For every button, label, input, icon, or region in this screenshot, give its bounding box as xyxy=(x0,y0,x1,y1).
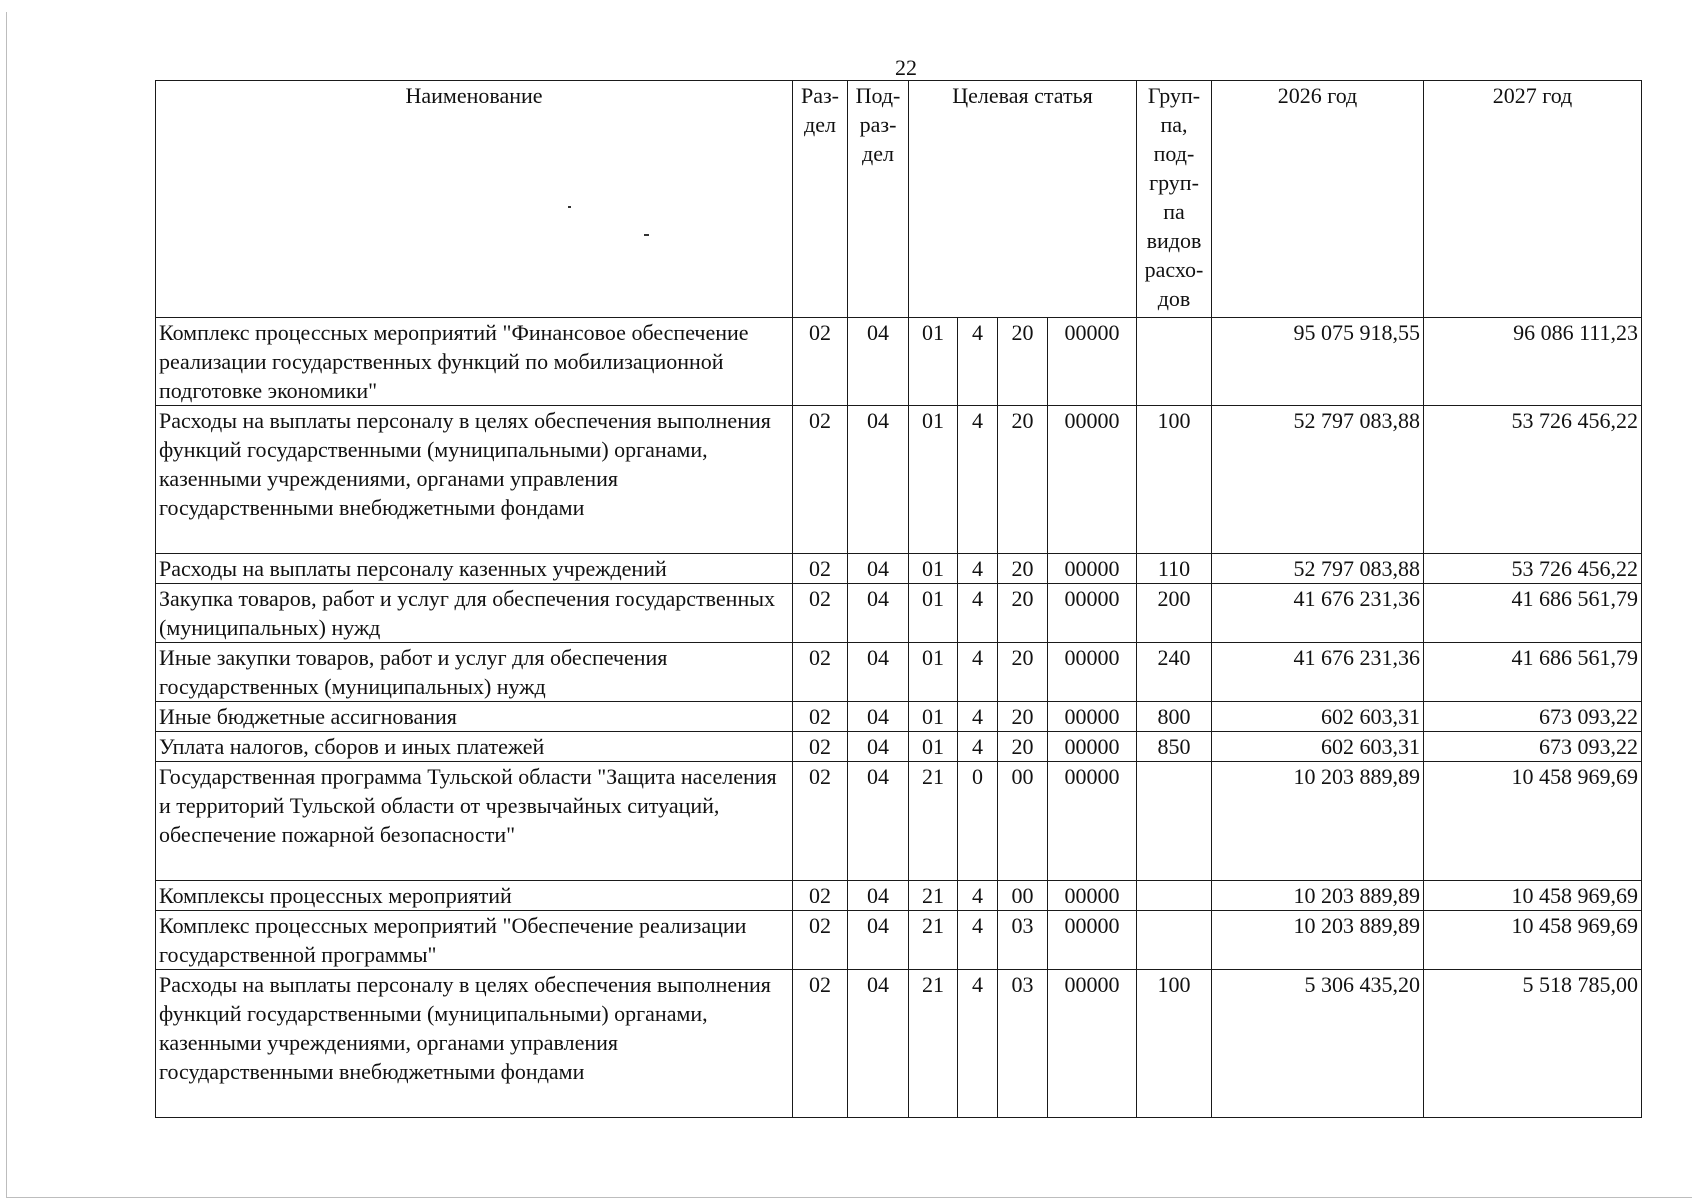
header-year-2026: 2026 год xyxy=(1212,81,1424,318)
row-target-program: 21 xyxy=(909,911,958,970)
row-target-program: 01 xyxy=(909,584,958,643)
table-body xyxy=(156,318,1642,1118)
row-target-program: 21 xyxy=(909,762,958,881)
row-name: Комплекс процессных мероприятий "Обеспечение реализации государственной программы" xyxy=(156,911,793,970)
row-podrazdel: 04 xyxy=(848,970,909,1118)
table-row xyxy=(156,911,1642,970)
row-expense-group: 100 xyxy=(1137,406,1212,554)
row-target-direction: 00000 xyxy=(1048,702,1137,732)
row-amount-2027: 673 093,22 xyxy=(1424,702,1642,732)
table-row xyxy=(156,643,1642,702)
row-target-direction: 00000 xyxy=(1048,318,1137,406)
row-expense-group: 240 xyxy=(1137,643,1212,702)
row-target-direction: 00000 xyxy=(1048,406,1137,554)
row-name: Иные бюджетные ассигнования xyxy=(156,702,793,732)
header-razdel: Раз- дел xyxy=(793,81,848,318)
row-target-direction: 00000 xyxy=(1048,554,1137,584)
row-target-type: 4 xyxy=(958,406,998,554)
row-expense-group xyxy=(1137,762,1212,881)
row-amount-2027: 5 518 785,00 xyxy=(1424,970,1642,1118)
row-podrazdel: 04 xyxy=(848,554,909,584)
page-number: 22 xyxy=(895,55,917,80)
row-target-type: 4 xyxy=(958,970,998,1118)
row-razdel: 02 xyxy=(793,762,848,881)
row-name: Государственная программа Тульской области "Защита населения и территорий Тульской области от чрезвычайных ситуаций, обеспечение пожарной безопасности" xyxy=(156,762,793,881)
row-razdel: 02 xyxy=(793,406,848,554)
row-target-type: 4 xyxy=(958,318,998,406)
row-target-program: 01 xyxy=(909,643,958,702)
header-expense-group: Груп- па, под- груп- па видов расхо- дов xyxy=(1137,81,1212,318)
header-podrazdel: Под- раз- дел xyxy=(848,81,909,318)
table-row xyxy=(156,881,1642,911)
row-target-subprogram: 20 xyxy=(998,406,1048,554)
header-target-article: Целевая статья xyxy=(909,81,1137,318)
row-podrazdel: 04 xyxy=(848,702,909,732)
row-target-subprogram: 20 xyxy=(998,643,1048,702)
row-target-subprogram: 00 xyxy=(998,762,1048,881)
row-target-type: 0 xyxy=(958,762,998,881)
table-row xyxy=(156,762,1642,881)
row-amount-2027: 10 458 969,69 xyxy=(1424,762,1642,881)
row-target-subprogram: 20 xyxy=(998,584,1048,643)
row-expense-group: 100 xyxy=(1137,970,1212,1118)
row-razdel: 02 xyxy=(793,881,848,911)
row-razdel: 02 xyxy=(793,318,848,406)
row-expense-group: 850 xyxy=(1137,732,1212,762)
row-amount-2026: 52 797 083,88 xyxy=(1212,554,1424,584)
row-target-subprogram: 20 xyxy=(998,702,1048,732)
row-target-program: 01 xyxy=(909,318,958,406)
header-year-2027: 2027 год xyxy=(1424,81,1642,318)
row-target-program: 21 xyxy=(909,881,958,911)
row-amount-2026: 5 306 435,20 xyxy=(1212,970,1424,1118)
row-amount-2026: 10 203 889,89 xyxy=(1212,881,1424,911)
row-name: Закупка товаров, работ и услуг для обеспечения государственных (муниципальных) нужд xyxy=(156,584,793,643)
row-target-type: 4 xyxy=(958,732,998,762)
row-target-program: 01 xyxy=(909,732,958,762)
table-row xyxy=(156,584,1642,643)
row-podrazdel: 04 xyxy=(848,406,909,554)
row-amount-2026: 41 676 231,36 xyxy=(1212,643,1424,702)
row-amount-2027: 10 458 969,69 xyxy=(1424,881,1642,911)
row-target-direction: 00000 xyxy=(1048,881,1137,911)
table-row xyxy=(156,732,1642,762)
row-razdel: 02 xyxy=(793,702,848,732)
row-expense-group: 800 xyxy=(1137,702,1212,732)
table-row xyxy=(156,970,1642,1118)
row-target-direction: 00000 xyxy=(1048,643,1137,702)
row-razdel: 02 xyxy=(793,584,848,643)
row-amount-2026: 602 603,31 xyxy=(1212,732,1424,762)
row-target-subprogram: 20 xyxy=(998,732,1048,762)
row-amount-2026: 10 203 889,89 xyxy=(1212,911,1424,970)
row-amount-2027: 41 686 561,79 xyxy=(1424,584,1642,643)
row-target-type: 4 xyxy=(958,643,998,702)
row-podrazdel: 04 xyxy=(848,643,909,702)
row-name: Комплексы процессных мероприятий xyxy=(156,881,793,911)
row-amount-2026: 602 603,31 xyxy=(1212,702,1424,732)
row-target-subprogram: 20 xyxy=(998,318,1048,406)
row-target-program: 01 xyxy=(909,702,958,732)
row-target-direction: 00000 xyxy=(1048,970,1137,1118)
table-row xyxy=(156,406,1642,554)
row-razdel: 02 xyxy=(793,554,848,584)
row-target-type: 4 xyxy=(958,584,998,643)
row-amount-2026: 52 797 083,88 xyxy=(1212,406,1424,554)
row-target-subprogram: 20 xyxy=(998,554,1048,584)
row-amount-2027: 53 726 456,22 xyxy=(1424,406,1642,554)
row-name: Расходы на выплаты персоналу в целях обеспечения выполнения функций государственными (муниципальными) органами, казенными учреждениями, органами управления государственными внебюджетными фондами xyxy=(156,406,793,554)
row-amount-2027: 673 093,22 xyxy=(1424,732,1642,762)
row-amount-2026: 41 676 231,36 xyxy=(1212,584,1424,643)
table-row xyxy=(156,702,1642,732)
table-header-row xyxy=(156,81,1642,318)
row-target-type: 4 xyxy=(958,881,998,911)
row-target-program: 01 xyxy=(909,406,958,554)
row-target-subprogram: 00 xyxy=(998,881,1048,911)
row-target-type: 4 xyxy=(958,702,998,732)
row-name: Расходы на выплаты персоналу казенных учреждений xyxy=(156,554,793,584)
row-razdel: 02 xyxy=(793,911,848,970)
table-row xyxy=(156,318,1642,406)
row-target-program: 21 xyxy=(909,970,958,1118)
budget-table xyxy=(155,80,1642,1118)
row-target-type: 4 xyxy=(958,554,998,584)
row-podrazdel: 04 xyxy=(848,762,909,881)
row-podrazdel: 04 xyxy=(848,881,909,911)
row-expense-group xyxy=(1137,881,1212,911)
row-name: Уплата налогов, сборов и иных платежей xyxy=(156,732,793,762)
row-podrazdel: 04 xyxy=(848,584,909,643)
row-razdel: 02 xyxy=(793,970,848,1118)
row-razdel: 02 xyxy=(793,643,848,702)
row-amount-2027: 96 086 111,23 xyxy=(1424,318,1642,406)
row-expense-group: 200 xyxy=(1137,584,1212,643)
row-amount-2027: 10 458 969,69 xyxy=(1424,911,1642,970)
row-target-direction: 00000 xyxy=(1048,762,1137,881)
row-expense-group: 110 xyxy=(1137,554,1212,584)
row-podrazdel: 04 xyxy=(848,732,909,762)
row-razdel: 02 xyxy=(793,732,848,762)
row-amount-2026: 95 075 918,55 xyxy=(1212,318,1424,406)
row-name: Комплекс процессных мероприятий "Финансовое обеспечение реализации государственных функций по мобилизационной подготовке экономики" xyxy=(156,318,793,406)
row-target-direction: 00000 xyxy=(1048,584,1137,643)
row-podrazdel: 04 xyxy=(848,911,909,970)
row-target-direction: 00000 xyxy=(1048,911,1137,970)
header-name: Наименование xyxy=(156,81,793,318)
row-expense-group xyxy=(1137,318,1212,406)
row-target-program: 01 xyxy=(909,554,958,584)
table-row xyxy=(156,554,1642,584)
row-target-subprogram: 03 xyxy=(998,970,1048,1118)
row-podrazdel: 04 xyxy=(848,318,909,406)
row-expense-group xyxy=(1137,911,1212,970)
row-amount-2026: 10 203 889,89 xyxy=(1212,762,1424,881)
row-target-type: 4 xyxy=(958,911,998,970)
row-target-subprogram: 03 xyxy=(998,911,1048,970)
row-name: Иные закупки товаров, работ и услуг для обеспечения государственных (муниципальных) нужд xyxy=(156,643,793,702)
row-name: Расходы на выплаты персоналу в целях обеспечения выполнения функций государственными (муниципальными) органами, казенными учреждениями, органами управления государственными внебюджетными фондами xyxy=(156,970,793,1118)
row-target-direction: 00000 xyxy=(1048,732,1137,762)
row-amount-2027: 41 686 561,79 xyxy=(1424,643,1642,702)
row-amount-2027: 53 726 456,22 xyxy=(1424,554,1642,584)
